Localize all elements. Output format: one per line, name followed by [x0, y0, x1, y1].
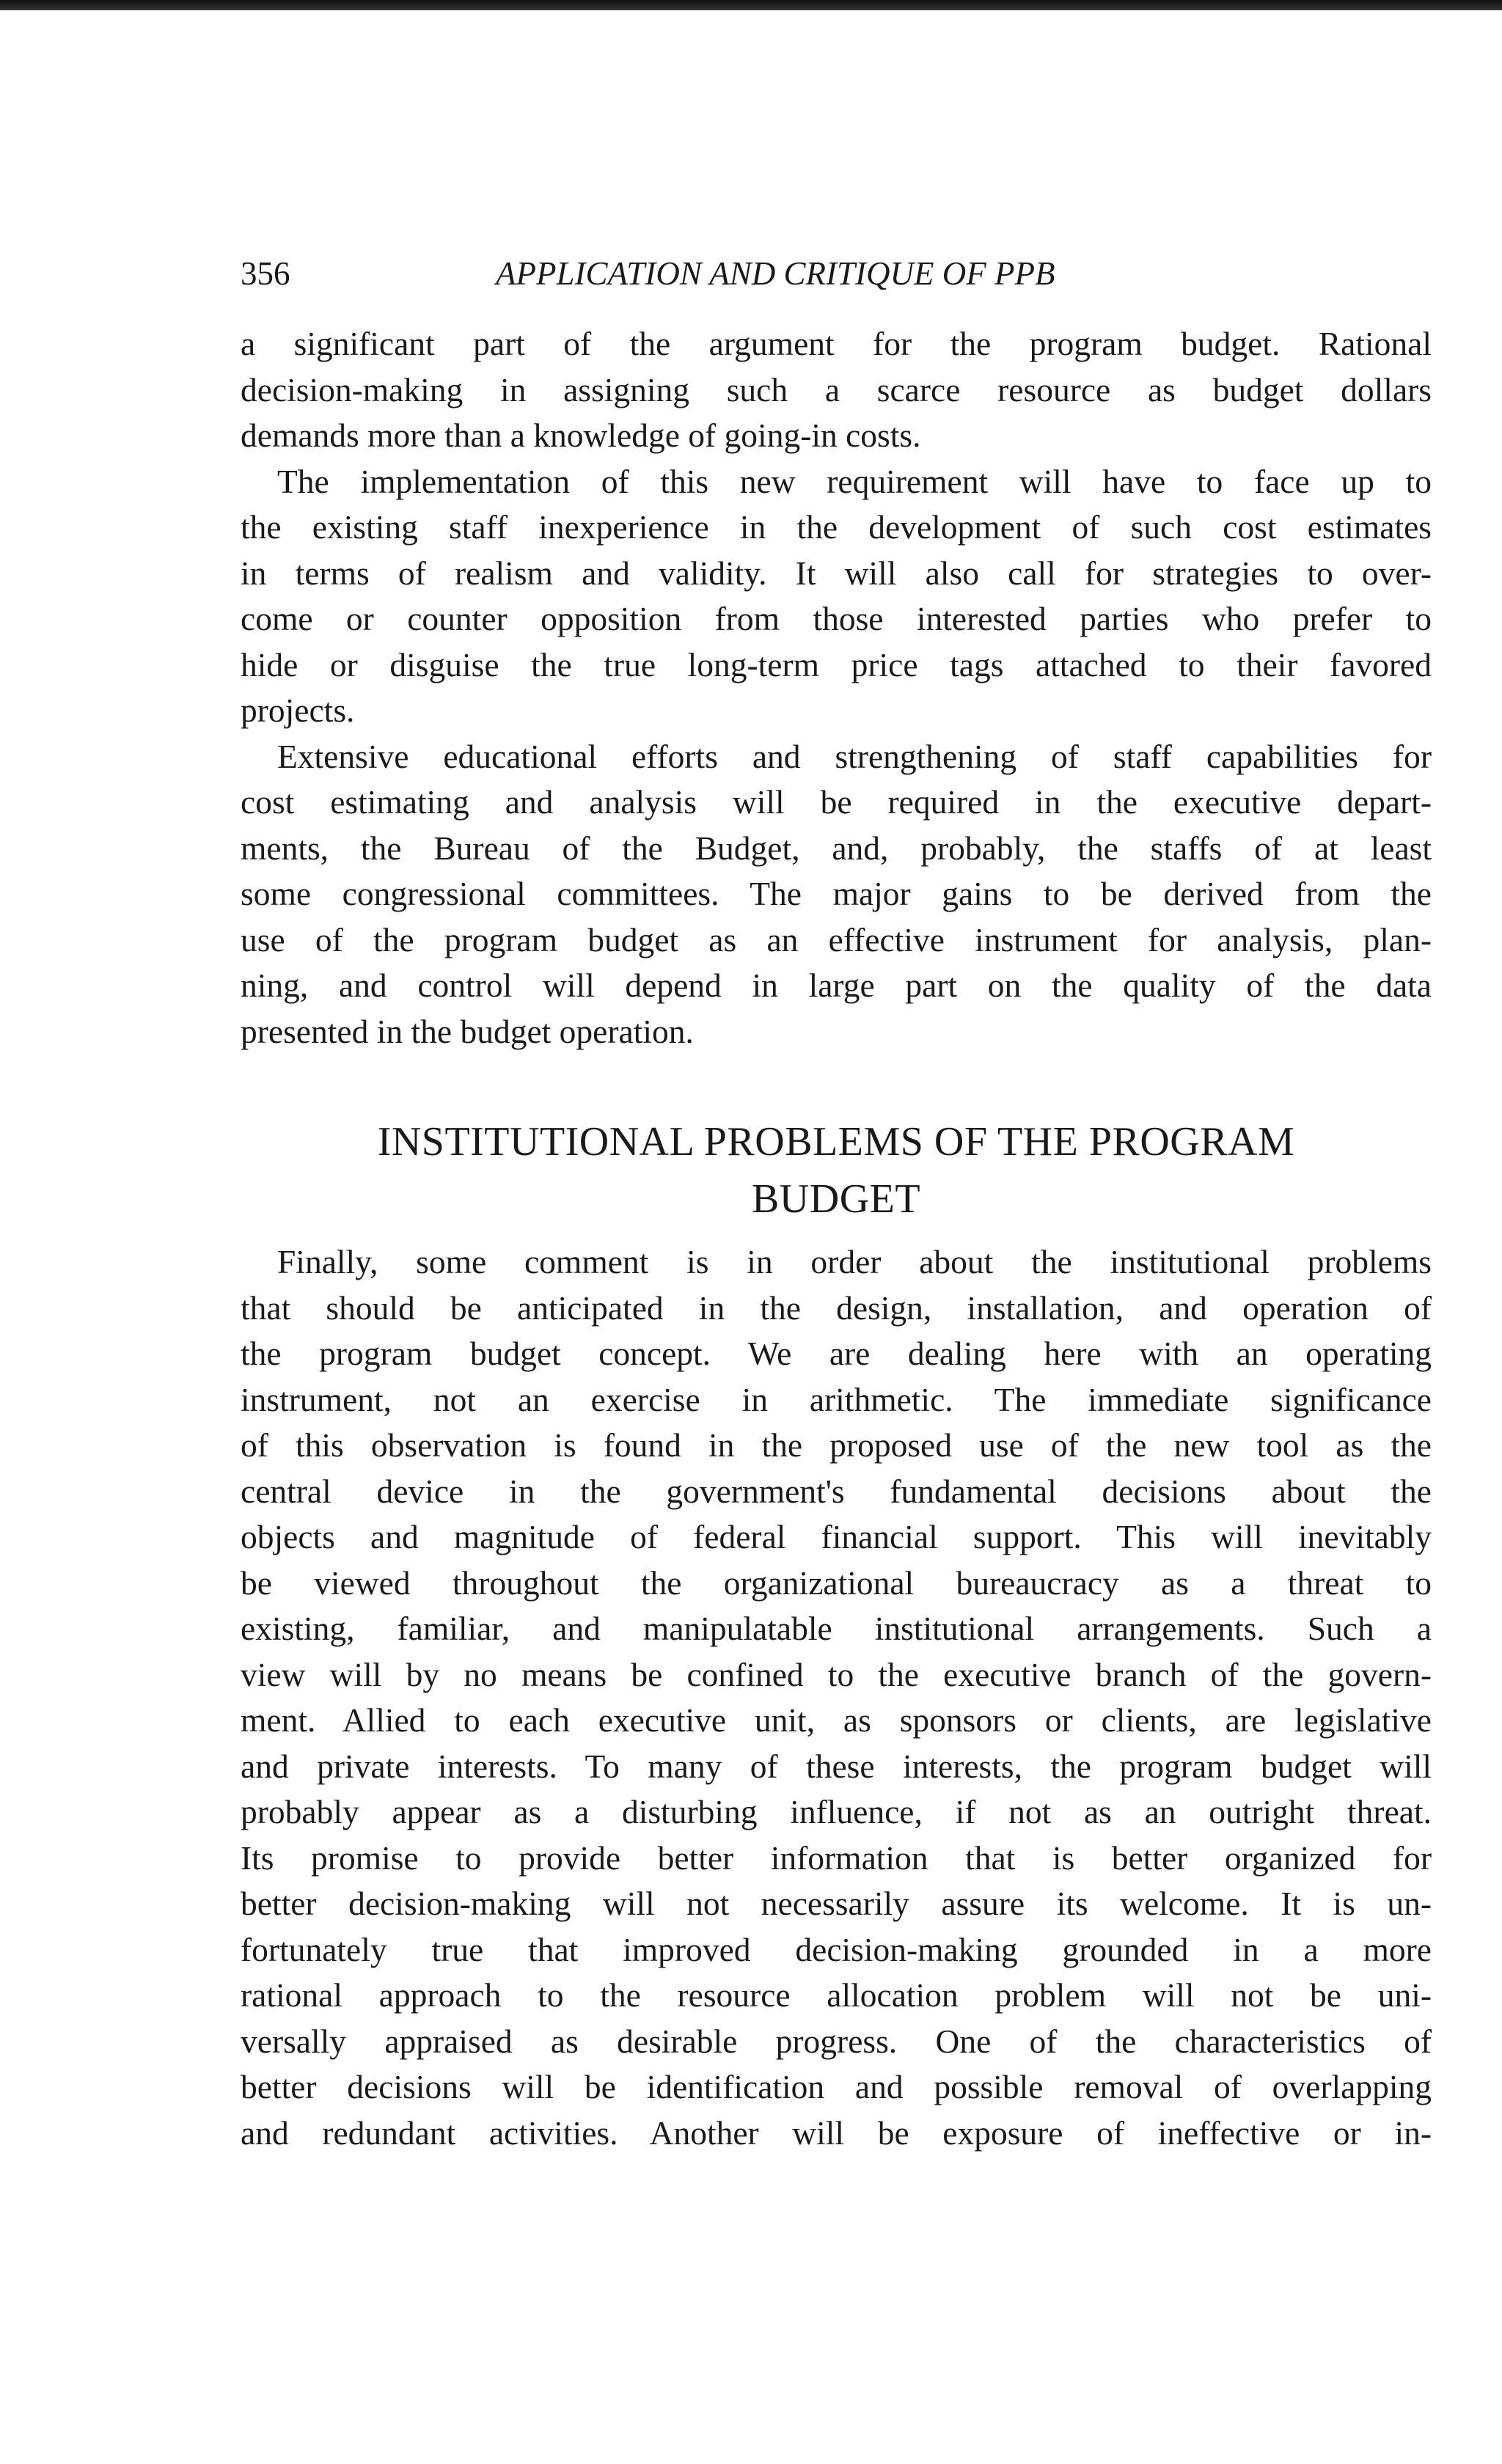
running-title: APPLICATION AND CRITIQUE OF PPB: [496, 255, 1055, 292]
paragraph-start-line: The implementation of this new requirement will have to face up to: [277, 462, 1432, 500]
text-line: and private interests. To many of these interests, the program budget will: [241, 1747, 1432, 1785]
text-line: and redundant activities. Another will be exposure of ineffective or in-: [241, 2113, 1432, 2152]
text-line: some congressional committees. The major gains to be derived from the: [241, 875, 1432, 912]
text-line: the program budget concept. We are dealing here with an operating: [241, 1335, 1432, 1372]
text-line: ning, and control will depend in large part on the quality of the data: [241, 967, 1432, 1004]
book-page: [241, 0, 1432, 2464]
page-number: 356: [241, 255, 290, 292]
text-line: ment. Allied to each executive unit, as sponsors or clients, are legislative: [241, 1701, 1432, 1739]
text-line: hide or disguise the true long-term price tags attached to their favored: [241, 645, 1432, 683]
text-line: in terms of realism and validity. It will also call for strategies to over-: [241, 554, 1432, 592]
text-line: of this observation is found in the proposed use of the new tool as the: [241, 1426, 1432, 1464]
paragraph-start-line: Extensive educational efforts and strengthening of staff capabilities for: [277, 737, 1432, 775]
text-line: better decision-making will not necessarily assure its welcome. It is un-: [241, 1885, 1432, 1922]
text-line: ments, the Bureau of the Budget, and, probably, the staffs of at least: [241, 829, 1432, 867]
text-line: better decisions will be identification and possible removal of overlapping: [241, 2068, 1432, 2105]
text-line: use of the program budget as an effective instrument for analysis, plan-: [241, 920, 1432, 958]
text-line: that should be anticipated in the design, installation, and operation of: [241, 1288, 1432, 1327]
text-line: fortunately true that improved decision-making grounded in a more: [241, 1930, 1432, 1968]
text-line: come or counter opposition from those interested parties who prefer to: [241, 600, 1432, 637]
text-line: demands more than a knowledge of going-in costs.: [241, 417, 921, 454]
section-heading: [241, 1113, 1432, 1228]
text-line: a significant part of the argument for the program budget. Rational: [241, 325, 1432, 362]
text-line: presented in the budget operation.: [241, 1012, 694, 1050]
paragraph-start-line: Finally, some comment is in order about the institutional problems: [277, 1243, 1432, 1280]
section-heading-line-1: INSTITUTIONAL PROBLEMS OF THE PROGRAM: [377, 1119, 1295, 1165]
text-line: objects and magnitude of federal financial support. This will inevitably: [241, 1518, 1432, 1555]
text-line: central device in the government's fundamental decisions about the: [241, 1472, 1432, 1510]
text-line: the existing staff inexperience in the development of such cost estimates: [241, 508, 1432, 546]
text-line: Its promise to provide better information that is better organized for: [241, 1838, 1432, 1877]
section-one-text: [241, 321, 1432, 1055]
text-line: probably appear as a disturbing influence, if not as an outright threat.: [241, 1793, 1432, 1830]
text-line: cost estimating and analysis will be required in the executive depart-: [241, 783, 1432, 821]
section-heading-line-2: BUDGET: [751, 1176, 921, 1222]
text-line: existing, familiar, and manipulatable institutional arrangements. Such a: [241, 1610, 1432, 1647]
text-line: view will by no means be confined to the executive branch of the govern-: [241, 1655, 1432, 1693]
text-line: rational approach to the resource allocation problem will not be uni-: [241, 1976, 1432, 2014]
section-two-text: [241, 1239, 1432, 2156]
text-line: projects.: [241, 692, 355, 729]
text-line: be viewed throughout the organizational bureaucracy as a threat to: [241, 1563, 1432, 1602]
text-line: instrument, not an exercise in arithmetic. The immediate significance: [241, 1380, 1432, 1418]
text-line: decision-making in assigning such a scarce resource as budget dollars: [241, 370, 1432, 408]
running-head: [241, 252, 1432, 296]
text-line: versally appraised as desirable progress. One of the characteristics of: [241, 2022, 1432, 2060]
